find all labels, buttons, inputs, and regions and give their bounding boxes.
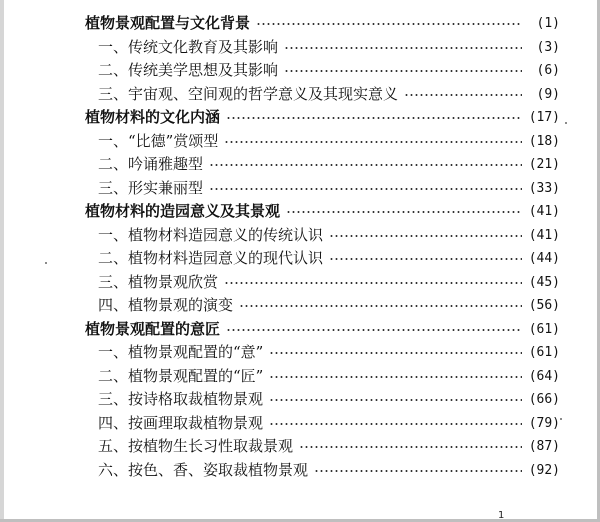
dot-leader xyxy=(329,258,522,260)
toc-section-entry xyxy=(0,341,600,365)
page-number: (87) xyxy=(528,439,560,454)
section-title: 二、植物材料造园意义的现代认识 xyxy=(98,249,324,267)
dot-leader xyxy=(239,305,522,307)
toc-section-entry xyxy=(0,177,600,201)
chapter-title: 植物材料的文化内涵 xyxy=(85,108,221,126)
section-title: 一、植物材料造园意义的传统认识 xyxy=(98,225,324,244)
toc-section-entry xyxy=(0,59,600,83)
chapter-title: 植物景观配置的意匠 xyxy=(85,319,221,338)
dot-leader xyxy=(226,117,522,119)
section-title: 二、传统美学思想及其影响 xyxy=(98,61,279,79)
page-number: (64) xyxy=(528,368,560,384)
section-title: 三、形实兼丽型 xyxy=(98,178,204,197)
section-title: 二、植物景观配置的“匠” xyxy=(98,366,264,385)
page-number: (1) xyxy=(536,16,560,31)
scan-speck xyxy=(560,418,562,420)
section-title: 六、按色、香、姿取裁植物景观 xyxy=(98,460,309,479)
section-title: 一、植物景观配置的“意” xyxy=(98,343,264,361)
page-number: (17) xyxy=(528,110,560,125)
chapter-title: 植物材料的造园意义及其景观 xyxy=(85,202,281,220)
page-number: (33) xyxy=(528,180,560,196)
page-number: (61) xyxy=(528,345,560,360)
dot-leader xyxy=(284,47,522,49)
toc-section-entry xyxy=(0,459,600,483)
page-number: (18) xyxy=(528,133,560,149)
dot-leader xyxy=(209,188,522,190)
dot-leader xyxy=(224,141,522,143)
page-number: (21) xyxy=(528,157,560,172)
dot-leader xyxy=(314,470,522,472)
page-number: (66) xyxy=(528,392,560,407)
toc-section-entry xyxy=(0,435,600,459)
toc-section-entry xyxy=(0,271,600,295)
section-title: 三、植物景观欣赏 xyxy=(98,272,219,291)
dot-leader xyxy=(299,446,522,448)
dot-leader xyxy=(269,352,522,354)
toc-chapter-entry xyxy=(0,106,600,130)
toc-section-entry xyxy=(0,388,600,412)
section-title: 四、按画理取裁植物景观 xyxy=(98,413,264,432)
chapter-title: 植物景观配置与文化背景 xyxy=(85,14,251,32)
section-title: 四、植物景观的演变 xyxy=(98,296,234,314)
page-number: (6) xyxy=(536,63,560,78)
toc-section-entry xyxy=(0,83,600,107)
page-number: (56) xyxy=(528,298,560,313)
scan-speck xyxy=(45,262,47,264)
dot-leader xyxy=(226,329,522,331)
table-of-contents xyxy=(0,12,600,482)
toc-section-entry xyxy=(0,130,600,154)
toc-section-entry xyxy=(0,247,600,271)
dot-leader xyxy=(224,282,522,284)
dot-leader xyxy=(269,376,522,378)
dot-leader xyxy=(269,423,522,425)
page-number: (3) xyxy=(536,39,560,55)
scan-speck xyxy=(565,122,567,124)
page-number: (61) xyxy=(528,321,560,337)
dot-leader xyxy=(404,94,522,96)
page-number: (44) xyxy=(528,251,560,266)
section-title: 三、按诗格取裁植物景观 xyxy=(98,390,264,408)
page-number: (41) xyxy=(528,227,560,243)
dot-leader xyxy=(284,70,522,72)
toc-section-entry xyxy=(0,365,600,389)
section-title: 二、吟诵雅趣型 xyxy=(98,155,204,173)
dot-leader xyxy=(209,164,522,166)
page-number: (45) xyxy=(528,274,560,290)
toc-section-entry xyxy=(0,153,600,177)
page-number: (41) xyxy=(528,204,560,219)
dot-leader xyxy=(256,23,522,25)
toc-chapter-entry xyxy=(0,200,600,224)
page-number: (79) xyxy=(528,415,560,431)
dot-leader xyxy=(269,399,522,401)
toc-chapter-entry xyxy=(0,12,600,36)
dot-leader xyxy=(286,211,522,213)
section-title: 三、宇宙观、空间观的哲学意义及其现实意义 xyxy=(98,84,399,103)
dot-leader xyxy=(329,235,522,237)
toc-section-entry xyxy=(0,36,600,60)
toc-section-entry xyxy=(0,224,600,248)
page-number: (9) xyxy=(536,86,560,102)
page-number: (92) xyxy=(528,462,560,478)
toc-section-entry xyxy=(0,294,600,318)
section-title: 一、传统文化教育及其影响 xyxy=(98,37,279,56)
section-title: 一、“比德”赏颂型 xyxy=(98,131,219,150)
toc-section-entry xyxy=(0,412,600,436)
section-title: 五、按植物生长习性取裁景观 xyxy=(98,437,294,455)
page-footer-mark: 1 xyxy=(498,510,505,521)
toc-chapter-entry xyxy=(0,318,600,342)
